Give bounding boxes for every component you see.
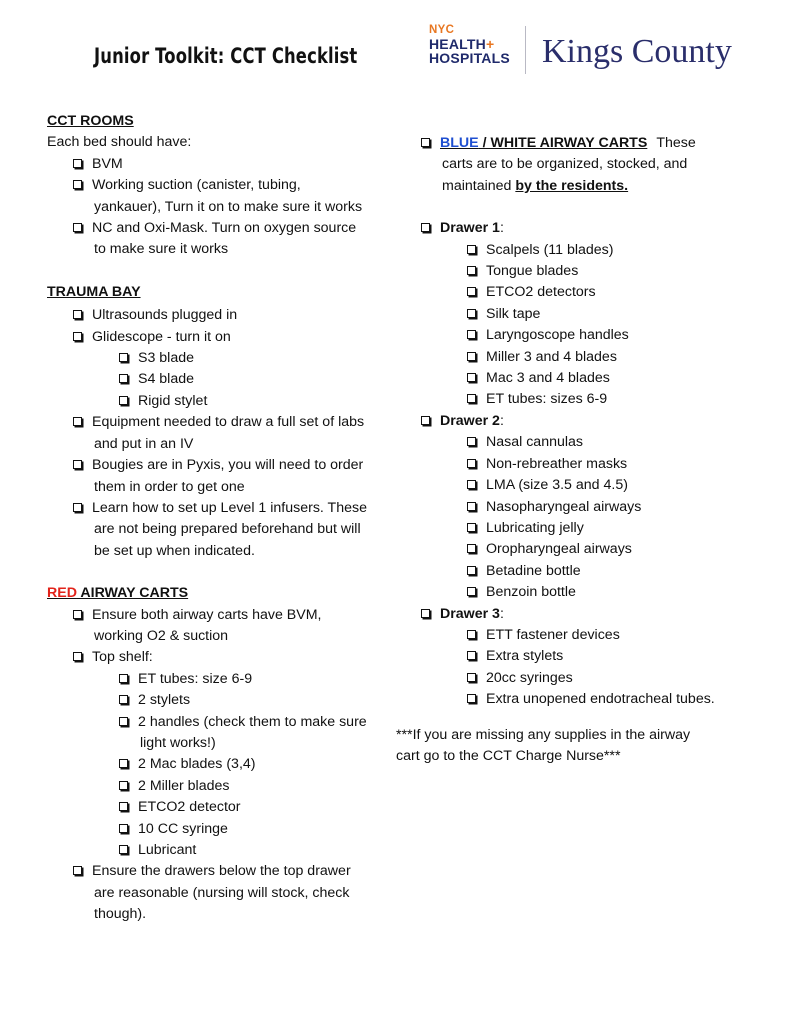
red-carts-item-line-2 — [47, 626, 407, 647]
blue-carts-desc-2: carts are to be organized, stocked, and — [442, 156, 688, 173]
page-title: Junior Toolkit: CCT Checklist — [94, 44, 358, 68]
drawer-label: Drawer 3 — [440, 605, 500, 622]
cct-rooms-item-line-2 — [47, 239, 407, 260]
drawer-item — [421, 282, 761, 303]
checkbox-icon — [73, 180, 82, 189]
drawer-item-text: ETT fastener devices — [486, 626, 620, 643]
red-carts-heading — [47, 583, 407, 604]
drawer-item-text: Oropharyngeal airways — [486, 541, 632, 558]
logo-divider — [525, 26, 526, 74]
cct-rooms-item-line-2 — [47, 197, 407, 218]
checkbox-icon — [119, 396, 128, 405]
trauma-bay-item-text: be set up when indicated. — [94, 542, 255, 559]
cct-rooms-heading: CCT ROOMS — [47, 113, 134, 129]
drawer-item — [421, 432, 761, 453]
logo-health: HEALTH — [429, 36, 486, 52]
drawer-item-text: Miller 3 and 4 blades — [486, 348, 617, 365]
blue-label: BLUE — [440, 135, 479, 151]
checkbox-icon — [467, 287, 476, 296]
checkbox-icon — [467, 437, 476, 446]
blue-carts-desc-1: These — [656, 135, 696, 151]
checkbox-icon — [467, 266, 476, 275]
cct-rooms-item-text: NC and Oxi-Mask. Turn on oxygen source — [92, 220, 357, 237]
cct-rooms-item — [47, 154, 407, 175]
red-carts-item-line-1 — [47, 605, 407, 626]
shelf-item — [47, 819, 407, 840]
glidescope-sub-item — [47, 348, 407, 369]
drawer-item — [421, 646, 761, 667]
left-column — [47, 111, 407, 926]
checkbox-icon — [73, 223, 82, 232]
logo-nyc: NYC — [429, 24, 455, 36]
checkbox-icon — [73, 503, 82, 512]
footer-note — [396, 725, 690, 768]
drawer-item-text: Scalpels (11 blades) — [486, 241, 614, 258]
logo-health-line — [429, 37, 494, 51]
trauma-bay-item-text: Learn how to set up Level 1 infusers. These — [92, 499, 367, 516]
drawers-list — [421, 218, 761, 710]
blue-carts-desc-3b: by the residents. — [515, 177, 629, 194]
checkbox-icon — [119, 845, 128, 854]
drawer-item-text: ETCO2 detectors — [486, 284, 596, 301]
shelf-item — [47, 776, 407, 797]
checkbox-icon — [467, 373, 476, 382]
red-carts-item-last — [47, 861, 407, 925]
red-carts-item-text: though). — [94, 906, 147, 923]
cct-rooms-item-text: Working suction (canister, tubing, — [92, 177, 301, 194]
checkbox-icon — [467, 459, 476, 468]
trauma-bay-item-text: and put in an IV — [94, 435, 194, 452]
checkbox-icon — [421, 416, 430, 425]
red-carts-item-text: are reasonable (nursing will stock, check — [94, 884, 350, 901]
checkbox-icon — [73, 417, 82, 426]
drawer-item — [421, 561, 761, 582]
drawer-item — [421, 475, 761, 496]
checkbox-icon — [73, 866, 82, 875]
checkbox-icon — [119, 717, 128, 726]
checkbox-icon — [119, 374, 128, 383]
cct-rooms-item-text: to make sure it works — [94, 241, 229, 258]
shelf-item — [47, 690, 407, 711]
right-column — [421, 133, 761, 711]
trauma-bay-item-text: Bougies are in Pyxis, you will need to order — [92, 457, 364, 474]
checkbox-icon — [119, 674, 128, 683]
drawer-label: Drawer 2 — [440, 412, 500, 429]
drawer-label: Drawer 1 — [440, 220, 500, 237]
drawer-item-text: Non-rebreather masks — [486, 455, 628, 472]
drawer-item-text: Nasopharyngeal airways — [486, 498, 642, 515]
drawer-item-text: ET tubes: sizes 6-9 — [486, 391, 608, 408]
trauma-bay-list — [47, 305, 407, 348]
checkbox-icon — [73, 159, 82, 168]
shelf-item-text: 2 handles (check them to make sure — [138, 713, 367, 730]
checkbox-icon — [73, 610, 82, 619]
checkbox-icon — [119, 759, 128, 768]
drawer-colon: : — [499, 412, 504, 429]
checkbox-icon — [73, 310, 82, 319]
footer-note-line-1: ***If you are missing any supplies in the airway — [396, 727, 691, 743]
shelf-item-text: 2 Miller blades — [138, 777, 230, 794]
drawer-item — [421, 668, 761, 689]
glidescope-sublist — [47, 348, 407, 412]
checkbox-icon — [467, 394, 476, 403]
shelf-item-text: light works!) — [140, 734, 216, 751]
red-carts-item-line-2 — [47, 883, 407, 904]
drawer-item — [421, 497, 761, 518]
shelf-item-text: ETCO2 detector — [138, 799, 241, 816]
checkbox-icon — [421, 223, 430, 232]
drawer-item — [421, 368, 761, 389]
checkbox-icon — [119, 695, 128, 704]
trauma-bay-item-line-2 — [47, 434, 407, 455]
checkbox-icon — [467, 309, 476, 318]
glidescope-sub-item-text: Rigid stylet — [138, 392, 208, 409]
drawer-item-text: Mac 3 and 4 blades — [486, 370, 610, 387]
drawer-item-text: Betadine bottle — [486, 562, 581, 579]
blue-carts-heading-line — [421, 133, 761, 154]
shelf-item-text: 10 CC syringe — [138, 820, 228, 837]
trauma-bay-item-line-3 — [47, 541, 407, 562]
shelf-item-line-2 — [47, 733, 407, 754]
drawer-item-text: Nasal cannulas — [486, 434, 584, 451]
cct-rooms-item-line-1 — [47, 218, 407, 239]
red-carts-heading-rest: AIRWAY CARTS — [76, 585, 189, 602]
drawer-item-text: 20cc syringes — [486, 669, 573, 686]
checkbox-icon — [119, 802, 128, 811]
logo-kings-county: Kings County — [542, 33, 732, 70]
shelf-item-line-1 — [47, 712, 407, 733]
logo-hospitals: HOSPITALS — [429, 50, 510, 66]
drawer-item-text: Lubricating jelly — [486, 519, 584, 536]
checkbox-icon — [421, 609, 430, 618]
checkbox-icon — [421, 138, 430, 147]
trauma-bay-item-line-2 — [47, 519, 407, 540]
drawer-item — [421, 582, 761, 603]
drawer-item — [421, 240, 761, 261]
drawer-item — [421, 454, 761, 475]
checkbox-icon — [467, 352, 476, 361]
shelf-item — [47, 840, 407, 861]
cct-rooms-intro: Each bed should have: — [47, 134, 192, 151]
drawer-colon: : — [499, 605, 504, 622]
glidescope-sub-item-text: S4 blade — [138, 371, 195, 388]
drawer-colon: : — [499, 220, 504, 237]
checkbox-icon — [467, 630, 476, 639]
drawer-heading — [421, 218, 761, 239]
cct-rooms-item-line-1 — [47, 175, 407, 196]
drawer-item — [421, 304, 761, 325]
trauma-bay-heading: TRAUMA BAY — [47, 283, 141, 300]
trauma-bay-item-text: are not being prepared beforehand but will — [94, 521, 361, 538]
drawer-item — [421, 689, 761, 710]
drawer-item — [421, 347, 761, 368]
red-carts-item-line-3 — [47, 904, 407, 925]
top-shelf-list — [47, 669, 407, 862]
drawer-item — [421, 325, 761, 346]
logo-plus: + — [485, 36, 495, 52]
drawer-item — [421, 518, 761, 539]
drawer-heading — [421, 411, 761, 432]
shelf-item — [47, 754, 407, 775]
drawer-item-text: Benzoin bottle — [486, 584, 576, 601]
cct-rooms-item-text: yankauer), Turn it on to make sure it works — [94, 198, 363, 215]
blue-carts-heading-rest: / WHITE AIRWAY CARTS — [478, 135, 648, 151]
top-shelf-item-text: Top shelf: — [92, 649, 153, 666]
checkbox-icon — [119, 353, 128, 362]
checkbox-icon — [467, 587, 476, 596]
shelf-item-text: 2 stylets — [138, 692, 191, 709]
checkbox-icon — [467, 566, 476, 575]
drawer-item — [421, 539, 761, 560]
drawer-item-text: Extra stylets — [486, 648, 564, 665]
red-carts-item-text: Ensure both airway carts have BVM, — [92, 606, 322, 623]
red-carts-item-1 — [47, 605, 407, 648]
checkbox-icon — [467, 330, 476, 339]
drawer-item-text: Laryngoscope handles — [486, 327, 629, 344]
blue-carts-desc-3a: maintained — [442, 177, 516, 194]
trauma-bay-item — [47, 305, 407, 326]
checkbox-icon — [467, 544, 476, 553]
checkbox-icon — [467, 523, 476, 532]
drawer-item-text: LMA (size 3.5 and 4.5) — [486, 477, 628, 494]
shelf-item-text: Lubricant — [138, 842, 197, 858]
red-label: RED — [47, 585, 77, 602]
red-carts-item-line-1 — [47, 861, 407, 882]
drawer-item-text: Tongue blades — [486, 263, 579, 280]
blue-carts-heading — [440, 135, 647, 151]
drawer-item — [421, 261, 761, 282]
checkbox-icon — [467, 502, 476, 511]
checkbox-icon — [119, 824, 128, 833]
cct-rooms-item-text: BVM — [92, 155, 123, 172]
red-carts-top-shelf — [47, 647, 407, 668]
drawer-heading — [421, 604, 761, 625]
glidescope-sub-item — [47, 369, 407, 390]
trauma-bay-item-line-1 — [47, 498, 407, 519]
checkbox-icon — [467, 673, 476, 682]
checkbox-icon — [467, 245, 476, 254]
cct-rooms-list — [47, 154, 407, 261]
checkbox-icon — [73, 652, 82, 661]
drawer-item — [421, 625, 761, 646]
checkbox-icon — [467, 480, 476, 489]
red-carts-item-text: Ensure the drawers below the top drawer — [92, 863, 351, 880]
drawer-item — [421, 389, 761, 410]
trauma-bay-item — [47, 327, 407, 348]
drawer-item-text: Extra unopened endotracheal tubes. — [486, 691, 715, 708]
trauma-bay-item-line-2 — [47, 477, 407, 498]
blue-carts-desc-3 — [421, 176, 761, 197]
checkbox-icon — [73, 460, 82, 469]
trauma-bay-item-line-1 — [47, 412, 407, 433]
shelf-item-text: ET tubes: size 6-9 — [138, 670, 253, 687]
trauma-bay-item-text: them in order to get one — [94, 478, 245, 495]
red-carts-item-text: working O2 & suction — [94, 627, 229, 644]
trauma-bay-item-line-1 — [47, 455, 407, 476]
trauma-bay-item-text: Ultrasounds plugged in — [92, 307, 238, 324]
shelf-item — [47, 669, 407, 690]
checkbox-icon — [73, 332, 82, 341]
checkbox-icon — [467, 651, 476, 660]
trauma-bay-item-text: Glidescope - turn it on — [92, 328, 231, 345]
shelf-item — [47, 797, 407, 818]
trauma-bay-item-text: Equipment needed to draw a full set of labs — [92, 414, 365, 431]
drawer-item-text: Silk tape — [486, 305, 541, 322]
checkbox-icon — [119, 781, 128, 790]
trauma-bay-list-2 — [47, 412, 407, 562]
checkbox-icon — [467, 694, 476, 703]
shelf-item-text: 2 Mac blades (3,4) — [138, 756, 256, 773]
footer-note-line-2: cart go to the CCT Charge Nurse*** — [396, 748, 621, 765]
top-shelf-item — [47, 647, 407, 668]
glidescope-sub-item-text: S3 blade — [138, 350, 195, 367]
glidescope-sub-item — [47, 391, 407, 412]
